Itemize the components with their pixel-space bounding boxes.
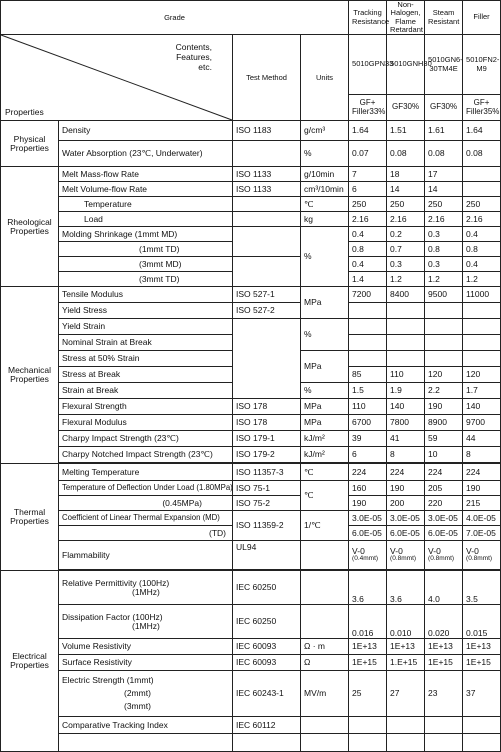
test-method: ISO 179-2 [233, 447, 301, 463]
value: 190 [387, 481, 425, 496]
unit: MPa [301, 351, 349, 383]
properties-label: Properties [5, 107, 44, 118]
value: 0.08 [387, 141, 425, 167]
value: 140 [387, 399, 425, 415]
value: 8400 [387, 287, 425, 303]
value: 1E+13 [387, 639, 425, 655]
row-water-absorption [1, 141, 501, 167]
value: 1.5 [349, 383, 387, 399]
unit: kg [301, 212, 349, 227]
value [387, 351, 425, 367]
test-method: IEC 60250 [233, 605, 301, 639]
value: 2.16 [349, 212, 387, 227]
value [463, 303, 501, 319]
test-method: ISO 527-2 [233, 303, 301, 319]
value: 2.16 [387, 212, 425, 227]
unit: Ω · m [301, 639, 349, 655]
value: 1.2 [463, 272, 501, 287]
section-electrical: Electrical Properties [1, 571, 59, 752]
units-header: Units [301, 35, 349, 121]
prop-label: (3mmt TD) [59, 272, 233, 287]
thickness: (0.4mmt) [352, 555, 379, 563]
unit: ℃ [301, 197, 349, 212]
row-cti [1, 717, 501, 734]
value: 4.0 [425, 571, 463, 605]
value [349, 717, 387, 734]
prop-label: Flexural Modulus [59, 415, 233, 431]
row-melting-temp [1, 464, 501, 481]
row-dissipation [1, 605, 501, 639]
prop-label: Stress at 50% Strain [59, 351, 233, 367]
value: 0.4 [463, 227, 501, 242]
value [349, 319, 387, 335]
row-permittivity [1, 571, 501, 605]
section-thermal: Thermal Properties [1, 464, 59, 571]
section-mechanical: Mechanical Properties [1, 287, 59, 464]
prop-label: Water Absorption (23℃, Underwater) [59, 141, 233, 167]
prop-sublabel: (2mmt) [124, 688, 151, 699]
value: 14 [425, 182, 463, 197]
row-flexural-strength [1, 399, 501, 415]
value: 8 [387, 447, 425, 463]
thickness: (0.8mmt) [428, 555, 455, 563]
row-shrink-1 [1, 227, 501, 242]
value: 85 [349, 367, 387, 383]
filler-3: GF30% [425, 95, 463, 121]
unit: % [301, 383, 349, 399]
test-method: ISO 11359-2 [233, 511, 301, 541]
unit: kJ/m² [301, 431, 349, 447]
row-charpy-notched [1, 447, 501, 463]
blank-cell [349, 734, 387, 752]
value: 250 [349, 197, 387, 212]
value: 2.16 [463, 212, 501, 227]
unit: % [301, 141, 349, 167]
contents-features-label: Contents, Features, etc. [175, 42, 212, 72]
section-rheological: Rheological Properties [1, 167, 59, 287]
value: 110 [387, 367, 425, 383]
grade-code-4: 5010FN2-M9 [463, 35, 501, 95]
value: 0.4 [463, 257, 501, 272]
test-method [233, 212, 301, 227]
value [463, 167, 501, 182]
test-method: ISO 11357-3 [233, 464, 301, 481]
value: 1.61 [425, 121, 463, 141]
grade-type-1: Tracking Resistance [349, 1, 387, 35]
value: 190 [463, 481, 501, 496]
prop-label: Comparative Tracking Index [59, 717, 233, 734]
value [387, 303, 425, 319]
value: 160 [349, 481, 387, 496]
value: 44 [463, 431, 501, 447]
value: 17 [425, 167, 463, 182]
value: V-0 [390, 546, 403, 557]
grade-type-2: Non-Halogen, Flame Retardant [387, 1, 425, 35]
prop-label: Charpy Impact Strength (23℃) [59, 431, 233, 447]
value: 0.016 [349, 605, 387, 639]
value [387, 335, 425, 351]
value [425, 319, 463, 335]
prop-label: Strain at Break [59, 383, 233, 399]
prop-label: (0.45MPa) [59, 496, 233, 511]
unit: Ω [301, 655, 349, 671]
value: V-0 [466, 546, 479, 557]
value: V-0 [428, 546, 441, 557]
value [425, 335, 463, 351]
prop-label: (1mmt TD) [59, 242, 233, 257]
row-clte-md [1, 511, 501, 526]
row-surface-resistivity [1, 655, 501, 671]
value [349, 351, 387, 367]
row-mvr [1, 182, 501, 197]
value: 0.3 [425, 257, 463, 272]
value: 2.16 [425, 212, 463, 227]
prop-label: Temperature of Deflection Under Load (1.80MPa) [59, 481, 233, 496]
row-hdt-1 [1, 481, 501, 496]
value: 7200 [349, 287, 387, 303]
prop-label: Electric Strength (1mmt) [62, 675, 154, 686]
row-mfr [1, 167, 501, 182]
value: 9500 [425, 287, 463, 303]
test-method-header: Test Method [233, 35, 301, 121]
test-method [233, 141, 301, 167]
blank-cell [59, 734, 233, 752]
row-volume-resistivity [1, 639, 501, 655]
filler-1: GF+ Filler33% [349, 95, 387, 121]
prop-label: Temperature [84, 198, 132, 209]
test-method: IEC 60250 [233, 571, 301, 605]
value: 3.6 [387, 571, 425, 605]
row-temperature [1, 197, 501, 212]
row-density [1, 121, 501, 141]
value: 11000 [463, 287, 501, 303]
value: 14 [387, 182, 425, 197]
test-method: ISO 75-2 [233, 496, 301, 511]
test-method [233, 257, 301, 287]
value: 7 [349, 167, 387, 182]
blank-cell [387, 734, 425, 752]
prop-label: Stress at Break [59, 367, 233, 383]
unit: % [301, 227, 349, 287]
value: 0.7 [387, 242, 425, 257]
value: 7800 [387, 415, 425, 431]
value: 7.0E-05 [463, 526, 501, 541]
value: 0.2 [387, 227, 425, 242]
value: 0.08 [425, 141, 463, 167]
value: 59 [425, 431, 463, 447]
unit [301, 571, 349, 605]
prop-label: Nominal Strain at Break [59, 335, 233, 351]
blank-cell [425, 734, 463, 752]
value: 120 [425, 367, 463, 383]
row-flammability [1, 541, 501, 570]
unit: MPa [301, 399, 349, 415]
unit: kJ/m² [301, 447, 349, 463]
value: 4.0E-05 [463, 511, 501, 526]
value [463, 319, 501, 335]
value: 1.9 [387, 383, 425, 399]
unit: ℃ [301, 464, 349, 481]
value: 250 [425, 197, 463, 212]
value [387, 319, 425, 335]
value: 0.010 [387, 605, 425, 639]
value: 3.5 [463, 571, 501, 605]
prop-label: Surface Resistivity [59, 655, 233, 671]
value: 224 [387, 464, 425, 481]
prop-label: (TD) [59, 526, 233, 541]
test-method: IEC 60112 [233, 717, 301, 734]
thickness: (0.8mmt) [466, 555, 493, 563]
row-flexural-modulus [1, 415, 501, 431]
value: 0.4 [349, 227, 387, 242]
value: 0.07 [349, 141, 387, 167]
test-method: IEC 60093 [233, 639, 301, 655]
value: 0.020 [425, 605, 463, 639]
value: 0.8 [463, 242, 501, 257]
value: 18 [387, 167, 425, 182]
value: 1.7 [463, 383, 501, 399]
prop-label: Melting Temperature [59, 464, 233, 481]
test-method: ISO 75-1 [233, 481, 301, 496]
unit: cm³/10min [301, 182, 349, 197]
value: 215 [463, 496, 501, 511]
value: 6 [349, 447, 387, 463]
value: 6.0E-05 [349, 526, 387, 541]
unit: ℃ [301, 481, 349, 511]
test-method: ISO 178 [233, 415, 301, 431]
prop-label: Volume Resistivity [59, 639, 233, 655]
value: 0.4 [349, 257, 387, 272]
prop-label: (3mmt MD) [59, 257, 233, 272]
value: 1E+13 [349, 639, 387, 655]
value [425, 717, 463, 734]
value: 3.0E-05 [387, 511, 425, 526]
prop-label: Melt Volume-flow Rate [59, 182, 233, 197]
section-physical: Physical Properties [1, 121, 59, 167]
value: 8 [463, 447, 501, 463]
test-method: IEC 60093 [233, 655, 301, 671]
value: 1E+15 [463, 655, 501, 671]
unit [301, 717, 349, 734]
value: 41 [387, 431, 425, 447]
grade-type-3: Steam Resistant [425, 1, 463, 35]
value [387, 717, 425, 734]
value: 0.08 [463, 141, 501, 167]
value: 23 [425, 671, 463, 717]
test-method [233, 227, 301, 257]
prop-label: Flexural Strength [59, 399, 233, 415]
value: 220 [425, 496, 463, 511]
value: 0.8 [425, 242, 463, 257]
blank-cell [233, 734, 301, 752]
row-electric-strength [1, 671, 501, 717]
value: 140 [463, 399, 501, 415]
value: 6.0E-05 [387, 526, 425, 541]
thickness: (0.8mmt) [390, 555, 417, 563]
prop-label: Yield Strain [59, 319, 233, 335]
value: 2.2 [425, 383, 463, 399]
prop-label: Charpy Notched Impact Strength (23℃) [59, 447, 233, 463]
test-method: ISO 1133 [233, 182, 301, 197]
unit [301, 541, 349, 570]
row-tensile-modulus [1, 287, 501, 303]
value: 6.0E-05 [425, 526, 463, 541]
prop-label: Density [59, 121, 233, 141]
value: 6 [349, 182, 387, 197]
value: 250 [463, 197, 501, 212]
prop-label: Coefficient of Linear Thermal Expansion (MD) [59, 511, 233, 526]
value: 224 [349, 464, 387, 481]
value: 8900 [425, 415, 463, 431]
value: 1.51 [387, 121, 425, 141]
value [463, 335, 501, 351]
value [349, 335, 387, 351]
value: 1.64 [349, 121, 387, 141]
prop-label: Flammability [59, 541, 233, 570]
grade-code-2: 5010GNH30 [387, 35, 425, 95]
value: 190 [425, 399, 463, 415]
value: 224 [463, 464, 501, 481]
value: 3.0E-05 [425, 511, 463, 526]
unit: g/10min [301, 167, 349, 182]
test-method: ISO 527-1 [233, 287, 301, 303]
value [463, 717, 501, 734]
value [463, 182, 501, 197]
value: 1.E+15 [387, 655, 425, 671]
value: 3.6 [349, 571, 387, 605]
value: 250 [387, 197, 425, 212]
prop-label: Molding Shrinkage (1mmt MD) [59, 227, 233, 242]
grade-code-1: 5010GPN33 [349, 35, 387, 95]
value: 0.015 [463, 605, 501, 639]
row-yield-strain [1, 319, 501, 335]
value: 1E+15 [349, 655, 387, 671]
test-method: UL94 [233, 541, 301, 570]
value: 110 [349, 399, 387, 415]
grade-header: Grade [1, 1, 349, 35]
row-charpy [1, 431, 501, 447]
row-yield-stress [1, 303, 501, 319]
test-method: ISO 1133 [233, 167, 301, 182]
row-hdt-2 [1, 496, 501, 511]
value: 0.8 [349, 242, 387, 257]
value: 205 [425, 481, 463, 496]
test-method: IEC 60243-1 [233, 671, 301, 717]
value: 9700 [463, 415, 501, 431]
value: 1.64 [463, 121, 501, 141]
value: 0.3 [425, 227, 463, 242]
unit [301, 605, 349, 639]
value [349, 303, 387, 319]
header-diagonal-cell [1, 35, 233, 121]
value: 224 [425, 464, 463, 481]
test-method: ISO 179-1 [233, 431, 301, 447]
test-method [233, 197, 301, 212]
prop-sublabel: (3mmt) [124, 700, 151, 711]
test-method: ISO 1183 [233, 121, 301, 141]
row-shrink-3 [1, 257, 501, 272]
row-blank [1, 734, 501, 752]
unit: MV/m [301, 671, 349, 717]
unit: 1/℃ [301, 511, 349, 541]
value: 1.2 [387, 272, 425, 287]
value: 37 [463, 671, 501, 717]
blank-cell [301, 734, 349, 752]
row-load [1, 212, 501, 227]
prop-label: Yield Stress [59, 303, 233, 319]
value: 190 [349, 496, 387, 511]
filler-4: GF+ Filler35% [463, 95, 501, 121]
value: 200 [387, 496, 425, 511]
unit: MPa [301, 415, 349, 431]
grade-code-3: 5010GN6-30TM4E [425, 35, 463, 95]
value: 120 [463, 367, 501, 383]
blank-cell [463, 734, 501, 752]
value: 1E+15 [425, 655, 463, 671]
value: 10 [425, 447, 463, 463]
unit: MPa [301, 287, 349, 319]
unit: g/cm³ [301, 121, 349, 141]
value: 3.0E-05 [349, 511, 387, 526]
prop-label: Load [84, 213, 103, 224]
value [463, 351, 501, 367]
value: 27 [387, 671, 425, 717]
value [425, 303, 463, 319]
value: 0.3 [387, 257, 425, 272]
prop-label: Dissipation Factor (100Hz) [62, 611, 163, 622]
prop-sublabel: (1MHz) [132, 620, 160, 631]
prop-label: Melt Mass-flow Rate [59, 167, 233, 182]
prop-sublabel: (1MHz) [132, 586, 160, 597]
value: 1E+13 [463, 639, 501, 655]
value: 6700 [349, 415, 387, 431]
value [425, 351, 463, 367]
prop-label: Relative Permittivity (100Hz) [62, 577, 170, 588]
value: 25 [349, 671, 387, 717]
test-method [233, 319, 301, 399]
value: 1E+13 [425, 639, 463, 655]
filler-2: GF30% [387, 95, 425, 121]
value: V-0 [352, 546, 365, 557]
value: 1.2 [425, 272, 463, 287]
value: 39 [349, 431, 387, 447]
grade-type-4: Filler [463, 1, 501, 35]
prop-label: Tensile Modulus [59, 287, 233, 303]
value: 1.4 [349, 272, 387, 287]
test-method: ISO 178 [233, 399, 301, 415]
unit: % [301, 319, 349, 351]
